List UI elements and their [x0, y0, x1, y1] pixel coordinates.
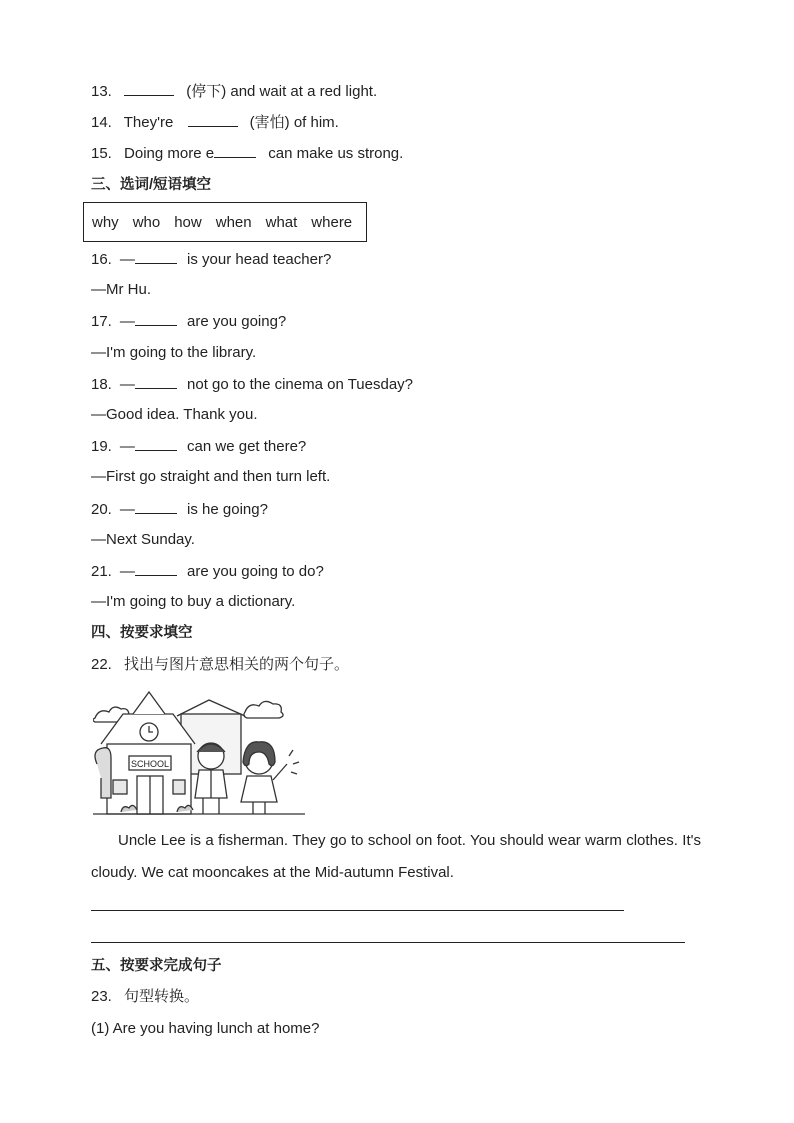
answer-20: —Next Sunday. [91, 531, 195, 548]
question-22 [91, 655, 349, 675]
dash: — [119, 563, 135, 580]
section-3-title: 三、选词/短语填空 [91, 177, 212, 193]
question-number: 15. [91, 145, 112, 162]
question-13 [91, 81, 377, 102]
answer-blank[interactable] [214, 143, 256, 158]
question-number: 16. [91, 251, 112, 268]
question-number: 21. [91, 563, 112, 580]
question-text: can we get there? [187, 438, 307, 455]
word-option: who [132, 213, 161, 231]
question-text: Doing more e [124, 145, 215, 162]
answer-blank[interactable] [135, 561, 177, 576]
question-15 [91, 143, 403, 164]
question-number: 18. [91, 376, 112, 393]
dash: — [119, 501, 135, 518]
answer-blank[interactable] [135, 374, 177, 389]
answer-16: —Mr Hu. [91, 281, 151, 298]
question-text: (害怕) of him. [249, 114, 339, 131]
question-14 [91, 112, 339, 133]
question-number: 23. [91, 988, 112, 1005]
question-text: 句型转换。 [124, 988, 200, 1005]
question-23-sub-1: (1) Are you having lunch at home? [91, 1020, 320, 1037]
answer-line-1[interactable] [91, 910, 624, 911]
answer-line-2[interactable] [91, 942, 685, 943]
question-number: 20. [91, 501, 112, 518]
word-option: how [174, 213, 202, 231]
question-20 [91, 499, 268, 520]
question-text: is your head teacher? [187, 251, 332, 268]
section-5-title: 五、按要求完成句子 [91, 958, 222, 974]
question-text: (停下) and wait at a red light. [186, 83, 378, 100]
question-text: They're [123, 114, 174, 131]
question-text: 找出与图片意思相关的两个句子。 [124, 656, 350, 673]
answer-blank[interactable] [188, 112, 238, 127]
question-text: are you going? [187, 313, 287, 330]
question-16 [91, 249, 331, 270]
question-text: are you going to do? [187, 563, 324, 580]
question-number: 14. [91, 114, 112, 131]
question-text: not go to the cinema on Tuesday? [187, 376, 414, 393]
question-number: 17. [91, 313, 112, 330]
dash: — [119, 251, 135, 268]
word-option: when [215, 213, 252, 231]
question-23 [91, 987, 199, 1007]
answer-blank[interactable] [135, 436, 177, 451]
word-option: what [265, 213, 298, 231]
answer-blank[interactable] [135, 499, 177, 514]
question-number: 13. [91, 83, 112, 100]
question-text: can make us strong. [268, 145, 404, 162]
dash: — [119, 376, 135, 393]
question-text: is he going? [187, 501, 268, 518]
question-19 [91, 436, 306, 457]
answer-blank[interactable] [135, 249, 177, 264]
question-17 [91, 311, 286, 332]
dash: — [119, 438, 135, 455]
question-18 [91, 374, 413, 395]
school-sign-text: SCHOOL [130, 759, 170, 769]
answer-19: —First go straight and then turn left. [91, 468, 331, 485]
dash: — [119, 313, 135, 330]
word-option: why [92, 213, 119, 231]
answer-18: —Good idea. Thank you. [91, 406, 258, 423]
word-option: where [311, 213, 353, 231]
question-number: 19. [91, 438, 112, 455]
passage: Uncle Lee is a fisherman. They go to school on foot. You should wear warm clothes. It's cloudy. We cat mooncakes at the Mid-autumn Festival. [91, 832, 701, 881]
question-number: 22. [91, 656, 112, 673]
question-21 [91, 561, 324, 582]
answer-21: —I'm going to buy a dictionary. [91, 593, 296, 610]
section-4-title: 四、按要求填空 [91, 625, 193, 641]
answer-blank[interactable] [135, 311, 177, 326]
answer-17: —I'm going to the library. [91, 344, 257, 361]
school-children-picture [93, 684, 305, 818]
answer-blank[interactable] [124, 81, 174, 96]
word-bank [83, 202, 367, 242]
